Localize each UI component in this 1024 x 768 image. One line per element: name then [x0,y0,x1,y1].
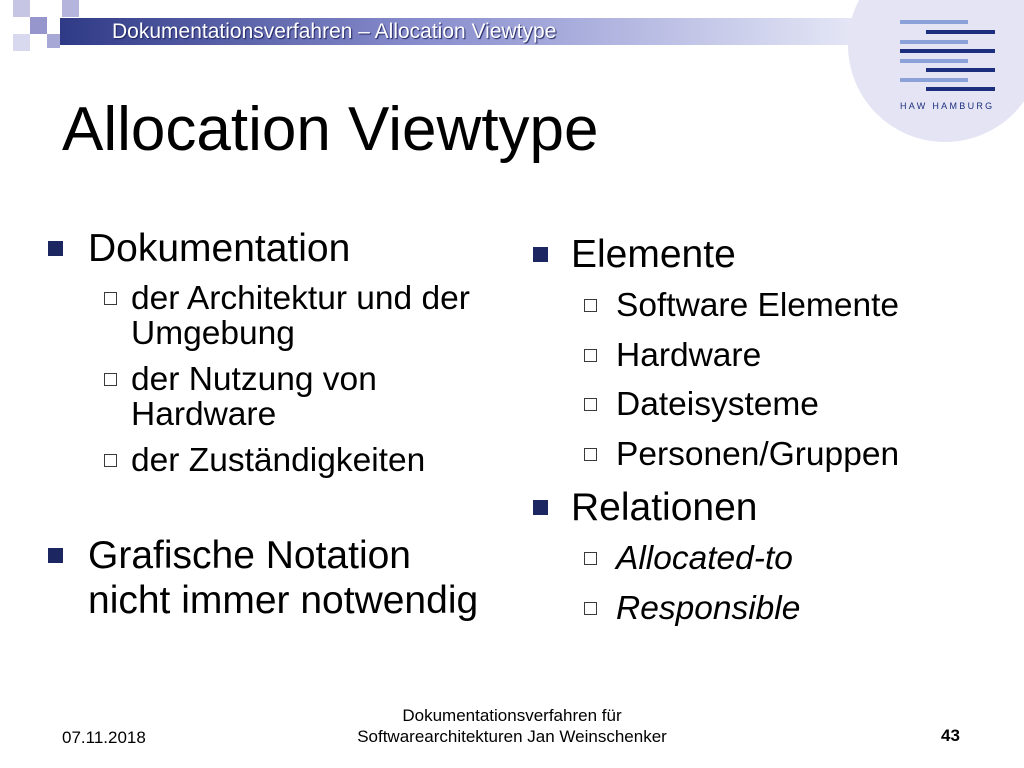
logo-stripe [900,40,968,44]
logo-stripe [926,30,995,34]
sub-bullet-text: Software Elemente [616,287,900,324]
bullet-item [533,232,1003,277]
footer-text: Dokumentationsverfahren für Softwarearchitekturen Jan Weinschenker [357,706,667,746]
square-bullet-icon [533,247,548,262]
logo-stripe [900,49,995,53]
slide-title: Allocation Viewtype [62,95,599,164]
sub-bullet-text: Allocated-to [616,540,793,577]
bullet-item [48,226,498,271]
square-bullet-icon [48,241,63,256]
logo-stripe [926,87,995,91]
hollow-square-bullet-icon [104,292,117,305]
bullet-text: Dokumentation [88,227,351,270]
square-bullet-icon [48,548,63,563]
hollow-square-bullet-icon [584,602,597,615]
haw-hamburg-logo [848,0,1024,142]
sub-bullet-list [584,288,1003,472]
sub-bullet-item [584,541,1003,576]
square-bullet-icon [533,500,548,515]
hollow-square-bullet-icon [584,349,597,362]
decorative-square [13,34,30,51]
decorative-square [47,34,60,48]
left-bullet-column [48,226,498,623]
logo-stripe [926,68,995,72]
bullet-text: Elemente [571,233,736,276]
bullet-item [48,533,498,623]
sub-bullet-text: der Nutzung von Hardware [131,361,377,433]
sub-bullet-item [584,338,1003,373]
header-bar-title: Dokumentationsverfahren – Allocation Viewtype [112,20,557,43]
sub-bullet-list [584,541,1003,626]
hollow-square-bullet-icon [584,398,597,411]
logo-stripe [900,20,968,24]
sub-bullet-text: der Zuständigkeiten [131,442,426,479]
decorative-square [30,17,47,34]
sub-bullet-text: Dateisysteme [616,386,819,423]
footer-date: 07.11.2018 [62,728,146,747]
sub-bullet-item [584,288,1003,323]
sub-bullet-text: Responsible [616,589,801,627]
sub-bullet-item [104,281,491,351]
right-bullet-column [533,232,1003,626]
bullet-item [533,485,1003,530]
bullet-text: Grafische Notation nicht immer notwendig [88,534,479,622]
logo-wordmark: HAW HAMBURG [900,101,995,111]
hollow-square-bullet-icon [584,299,597,312]
sub-bullet-item [584,387,1003,422]
hollow-square-bullet-icon [584,448,597,461]
sub-bullet-item [104,443,491,478]
sub-bullet-text: der Architektur und der Umgebung [131,280,470,352]
sub-bullet-item [584,591,1003,626]
header-bar [60,18,890,45]
hollow-square-bullet-icon [104,454,117,467]
logo-stripe [900,59,968,63]
logo-stripe [900,78,968,82]
sub-bullet-list [104,281,498,478]
sub-bullet-text: Hardware [616,336,762,374]
sub-bullet-item [584,437,1003,472]
sub-bullet-item [104,362,491,432]
sub-bullet-text: Personen/Gruppen [616,435,900,473]
bullet-text: Relationen [571,486,758,529]
decorative-square [13,0,30,17]
hollow-square-bullet-icon [104,373,117,386]
page-number: 43 [941,726,960,745]
decorative-square [62,0,79,17]
hollow-square-bullet-icon [584,552,597,565]
logo-graphic [848,0,1024,142]
